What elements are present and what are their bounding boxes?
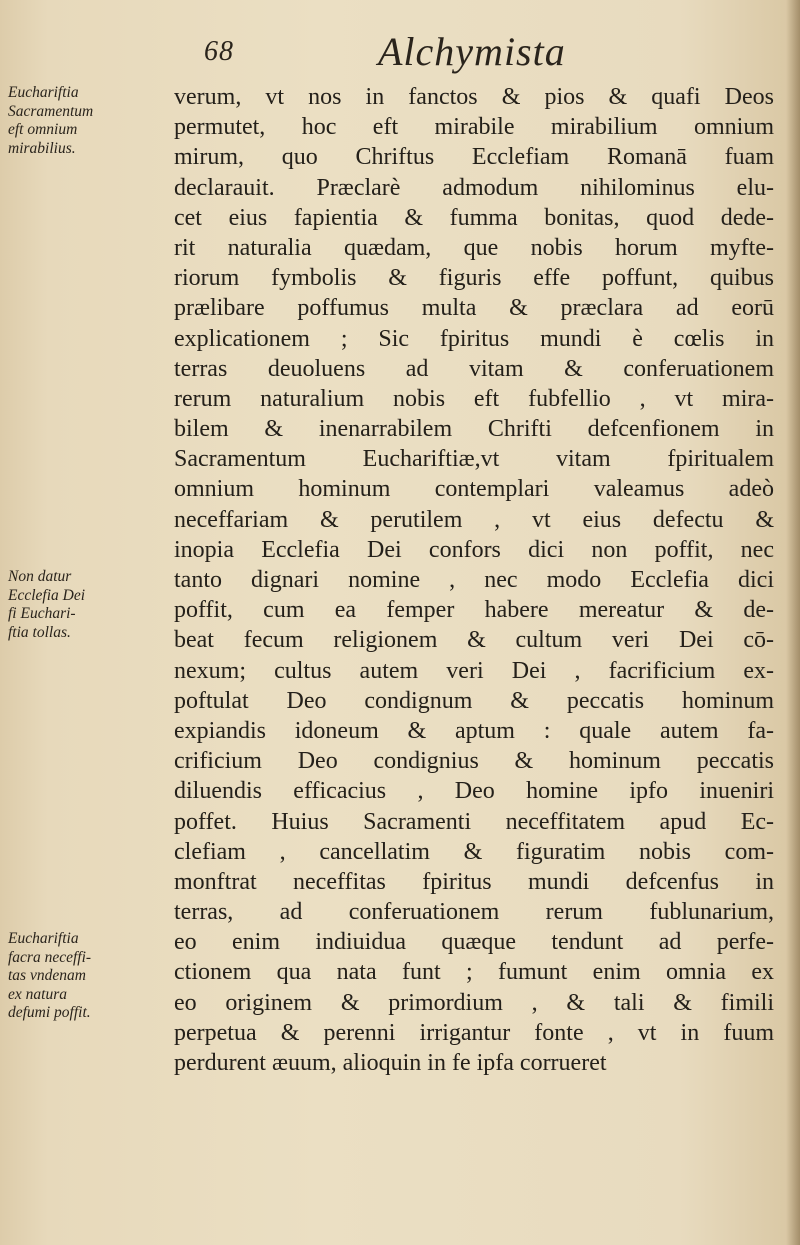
margin-note-line: ftia tollas.: [8, 623, 71, 641]
text-line: eo enim indiuidua quæque tendunt ad perfe-: [174, 929, 774, 956]
running-title: Alchymista: [378, 29, 566, 74]
text-line: declarauit. Præclarè admodum nihilominus elu-: [174, 174, 774, 201]
text-line: bilem & inenarrabilem Chrifti defcenfionem in: [174, 416, 774, 443]
margin-note-line: Euchariftia: [8, 930, 79, 947]
text-line: poffet. Huius Sacramenti neceffitatem apud Ec-: [174, 808, 774, 835]
text-line: verum, vt nos in fanctos & pios & quafi Deos: [174, 84, 774, 110]
text-line: perdurent æuum, alioquin in fe ipfa corrueret: [174, 1050, 607, 1076]
page-edge-shadow: [786, 0, 800, 1245]
margin-note-line: fi Euchari-: [8, 605, 76, 622]
text-line: tanto dignari nomine , nec modo Ecclefia dici: [174, 567, 774, 593]
text-line: beat fecum religionem & cultum veri Dei cō-: [174, 627, 774, 654]
margin-note-line: facra neceffi-: [8, 948, 92, 966]
margin-note-eucharist-sacrament: [8, 84, 168, 158]
text-line: neceffariam & perutilem , vt eius defectu &: [174, 506, 774, 533]
text-line: poffit, cum ea femper habere mereatur & de-: [174, 597, 774, 624]
text-line: mirum, quo Chriftus Ecclefiam Romanā fuam: [174, 144, 774, 171]
margin-note-line: Sacramentum: [8, 102, 94, 120]
text-line: monftrat neceffitas fpiritus mundi defcenfus in: [174, 868, 774, 895]
margin-note-line: Non datur: [8, 568, 72, 585]
margin-note-line: Euchariftia: [8, 84, 79, 101]
text-line: Sacramentum Euchariftiæ,vt vitam fpiritualem: [174, 446, 774, 473]
text-line: prælibare poffumus multa & præclara ad eorū: [174, 295, 774, 322]
text-line: nexum; cultus autem veri Dei , facrificium ex-: [174, 657, 774, 684]
text-line: inopia Ecclefia Dei confors dici non poffit, nec: [174, 536, 774, 563]
text-line: clefiam , cancellatim & figuratim nobis com-: [174, 838, 774, 865]
text-line: rerum naturalium nobis eft fubfellio , vt mira-: [174, 385, 774, 412]
margin-note-line: Ecclefia Dei: [8, 586, 86, 604]
margin-note-line: defumi poffit.: [8, 1004, 91, 1021]
text-line: expiandis idoneum & aptum : quale autem fa-: [174, 717, 774, 744]
text-line: terras deuoluens ad vitam & conferuationem: [174, 355, 774, 382]
text-line: perpetua & perenni irrigantur fonte , vt in fuum: [174, 1019, 774, 1046]
text-line: rit naturalia quædam, que nobis horum myfte-: [174, 234, 774, 261]
margin-note-line: mirabilius.: [8, 139, 76, 157]
text-line: explicationem ; Sic fpiritus mundi è cœlis in: [174, 325, 774, 352]
text-line: cet eius fapientia & fumma bonitas, quod dede-: [174, 204, 774, 231]
text-line: terras, ad conferuationem rerum fublunarium,: [174, 899, 774, 926]
margin-note-line: tas vndenam: [8, 967, 86, 984]
page-number: 68: [204, 36, 234, 67]
text-line: omnium hominum contemplari valeamus adeò: [174, 476, 774, 503]
text-line: poftulat Deo condignum & peccatis hominum: [174, 687, 774, 714]
text-line: crificium Deo condignius & hominum peccatis: [174, 748, 774, 775]
page-header: [0, 18, 800, 78]
main-text-block: [174, 82, 774, 1078]
text-line: eo originem & primordium , & tali & fimili: [174, 989, 774, 1016]
margin-note-line: ex natura: [8, 985, 67, 1003]
margin-note-line: eft omnium: [8, 121, 78, 138]
text-line: riorum fymbolis & figuris effe poffunt, quibus: [174, 265, 774, 292]
margin-note-no-church: [8, 568, 168, 642]
text-line: permutet, hoc eft mirabile mirabilium omnium: [174, 114, 774, 141]
margin-note-necessity: [8, 930, 168, 1023]
text-line: diluendis efficacius , Deo homine ipfo inueniri: [174, 778, 774, 805]
text-line: ctionem qua nata funt ; fumunt enim omnia ex: [174, 959, 774, 986]
